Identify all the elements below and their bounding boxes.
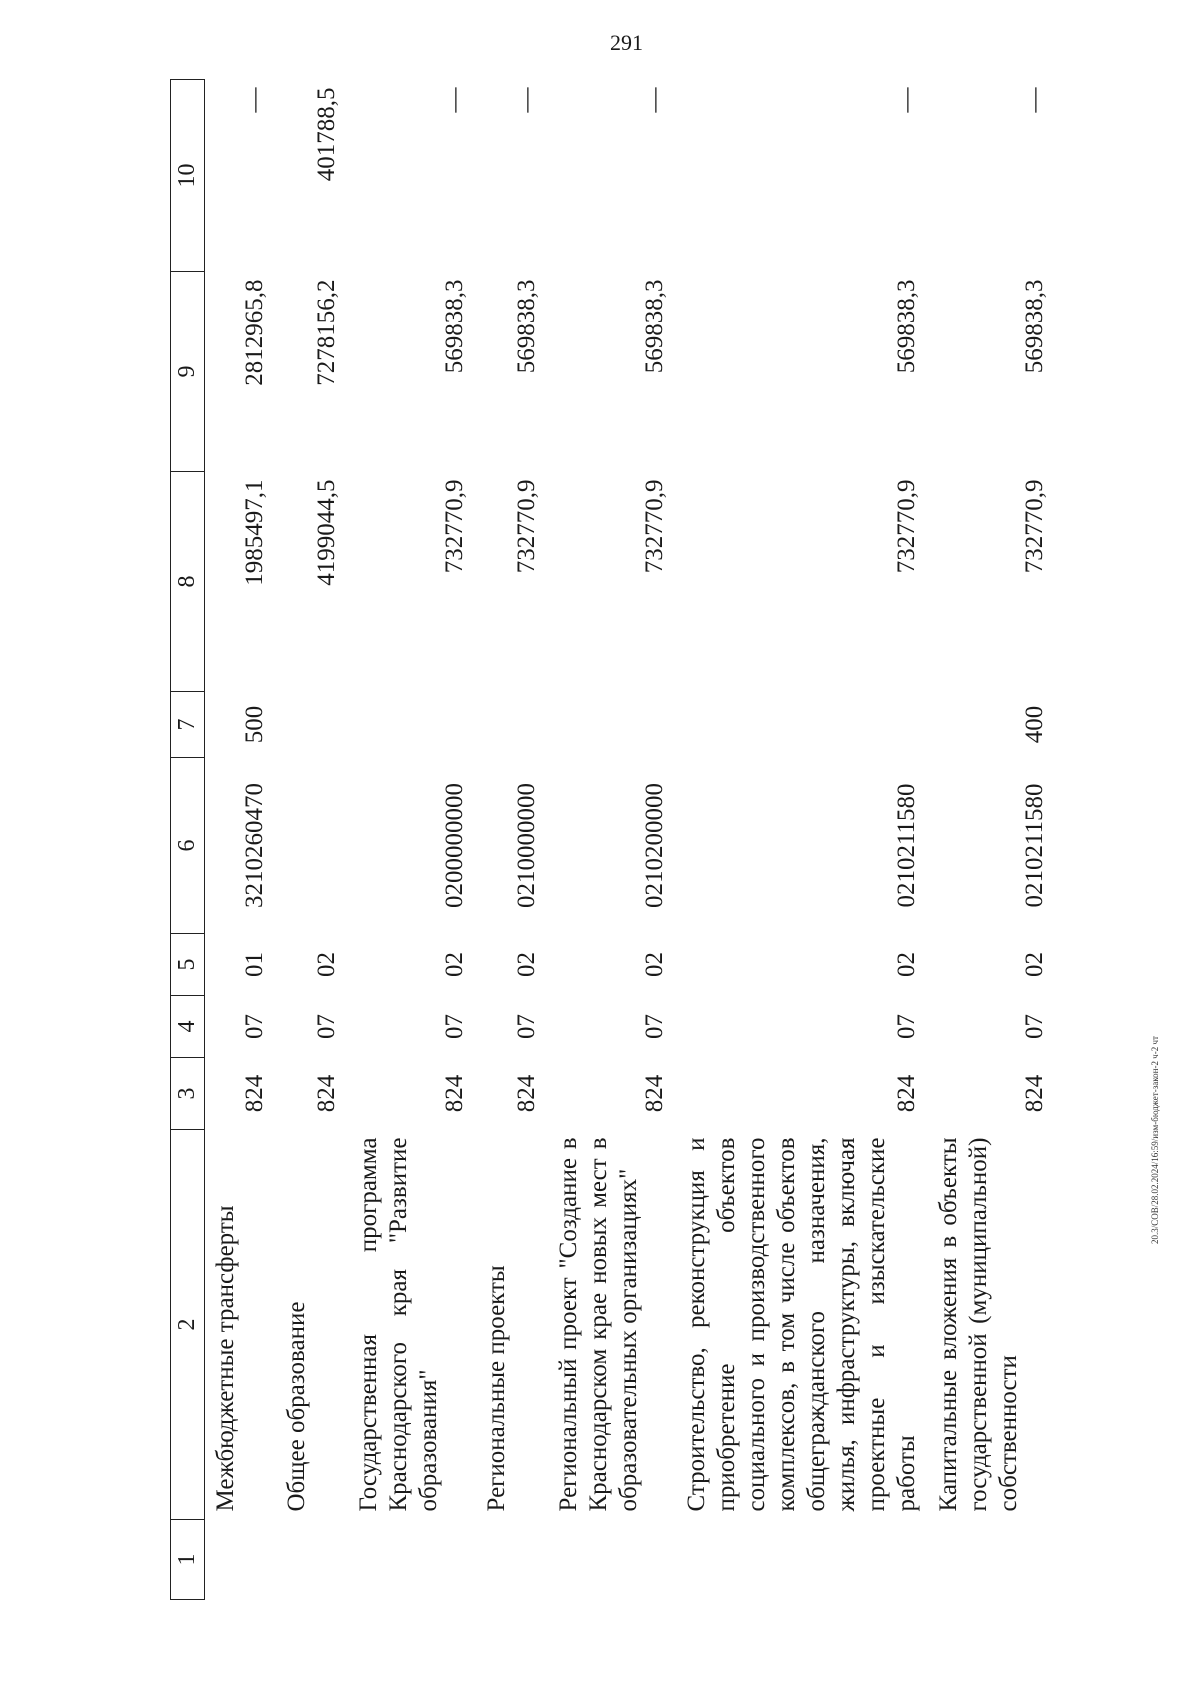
row-name: Государственная программа Краснодарского края "Развитие образования": [355, 1137, 443, 1512]
cell-c8: 4199044,5: [313, 479, 341, 586]
cell-c6: 0210211580: [1021, 783, 1049, 908]
table-row: [348, 80, 476, 1600]
cell-c6: 3210260470: [241, 783, 269, 908]
table-row: [276, 80, 348, 1600]
header-cell: 6: [171, 758, 205, 934]
cell-c4: 07: [313, 1014, 341, 1039]
row-name: Региональный проект "Создание в Краснодарском крае новых мест в образовательных организациях": [555, 1137, 643, 1512]
cell-c6: 0210211580: [893, 783, 921, 908]
header-cell: 4: [171, 996, 205, 1058]
header-cell: 5: [171, 934, 205, 996]
table-row: [204, 80, 276, 1600]
cell-c4: 07: [1021, 1014, 1049, 1039]
cell-c3: 824: [641, 1074, 669, 1113]
cell-c8: 1985497,1: [241, 479, 269, 586]
cell-c3: 824: [313, 1074, 341, 1113]
cell-c7: [676, 692, 928, 758]
cell-c3: 824: [1021, 1074, 1049, 1113]
cell-c7: [548, 692, 676, 758]
row-name: Региональные проекты: [483, 1265, 511, 1512]
cell-c7: 500: [241, 705, 269, 744]
cell-c9: 7278156,2: [313, 279, 341, 386]
cell-c5: 02: [641, 952, 669, 977]
cell-c8: 732770,9: [893, 479, 921, 574]
cell-c9: 569838,3: [513, 279, 541, 374]
table-row: [476, 80, 548, 1600]
cell-c10: —: [441, 87, 469, 113]
cell-c10: —: [641, 87, 669, 113]
cell-c4: 07: [641, 1014, 669, 1039]
header-cell: 3: [171, 1058, 205, 1130]
cell-c4: 07: [441, 1014, 469, 1039]
cell-c4: 07: [241, 1014, 269, 1039]
header-cell: 8: [171, 472, 205, 692]
cell-c8: 732770,9: [441, 479, 469, 574]
budget-table: [170, 79, 1056, 1600]
table-row: [928, 80, 1056, 1600]
cell-c5: 02: [313, 952, 341, 977]
cell-c10: —: [1021, 87, 1049, 113]
header-cell: 2: [171, 1130, 205, 1520]
cell-c5: 02: [513, 952, 541, 977]
cell-c9: 569838,3: [1021, 279, 1049, 374]
cell-c4: 07: [513, 1014, 541, 1039]
cell-c9: 569838,3: [641, 279, 669, 374]
header-cell: 10: [171, 80, 205, 272]
cell-c7: 400: [1021, 705, 1049, 744]
footer-document-code: 20.3/СОВ/28.02.2024/16:59/изм-бюджет-закон-2 ч-2 чт: [1150, 1036, 1160, 1244]
header-cell: 1: [171, 1520, 205, 1600]
cell-c6: 0210200000: [641, 783, 669, 908]
cell-c7: [348, 692, 476, 758]
cell-c5: 01: [241, 952, 269, 977]
cell-c9: 2812965,8: [241, 279, 269, 386]
row-name: Капитальные вложения в объекты государственной (муниципальной) собственности: [935, 1137, 1023, 1512]
cell-c6: 0210000000: [513, 783, 541, 908]
page-number: 291: [610, 30, 643, 55]
table-row: [676, 80, 928, 1600]
cell-c4: 07: [893, 1014, 921, 1039]
cell-c10: 401788,5: [313, 87, 341, 182]
cell-c5: 02: [893, 952, 921, 977]
cell-c6: [276, 758, 348, 934]
cell-c7: [276, 692, 348, 758]
header-cell: 7: [171, 692, 205, 758]
cell-c3: 824: [893, 1074, 921, 1113]
cell-c8: 732770,9: [641, 479, 669, 574]
table-row: [548, 80, 676, 1600]
budget-table-rotated: [170, 80, 1080, 1600]
cell-c3: 824: [441, 1074, 469, 1113]
cell-c3: 824: [241, 1074, 269, 1113]
table-header-row: [171, 80, 205, 1600]
row-name: Общее образование: [283, 1301, 311, 1512]
header-cell: 9: [171, 272, 205, 472]
cell-c5: 02: [1021, 952, 1049, 977]
cell-c10: —: [241, 87, 269, 113]
row-name: Межбюджетные трансферты: [211, 1205, 239, 1512]
cell-c9: 569838,3: [441, 279, 469, 374]
row-name: Строительство, реконструкция и приобретение объектов социального и производственного комплексов, в том числе объектов общегражданского назначения, жилья, инфраструктуры, включая проектные и изыскательские работы: [683, 1137, 921, 1512]
cell-c7: [476, 692, 548, 758]
cell-c8: 732770,9: [1021, 479, 1049, 574]
cell-c10: —: [893, 87, 921, 113]
cell-c8: 732770,9: [513, 479, 541, 574]
cell-c6: 0200000000: [441, 783, 469, 908]
cell-c3: 824: [513, 1074, 541, 1113]
cell-c10: —: [513, 87, 541, 113]
cell-c5: 02: [441, 952, 469, 977]
cell-c9: 569838,3: [893, 279, 921, 374]
